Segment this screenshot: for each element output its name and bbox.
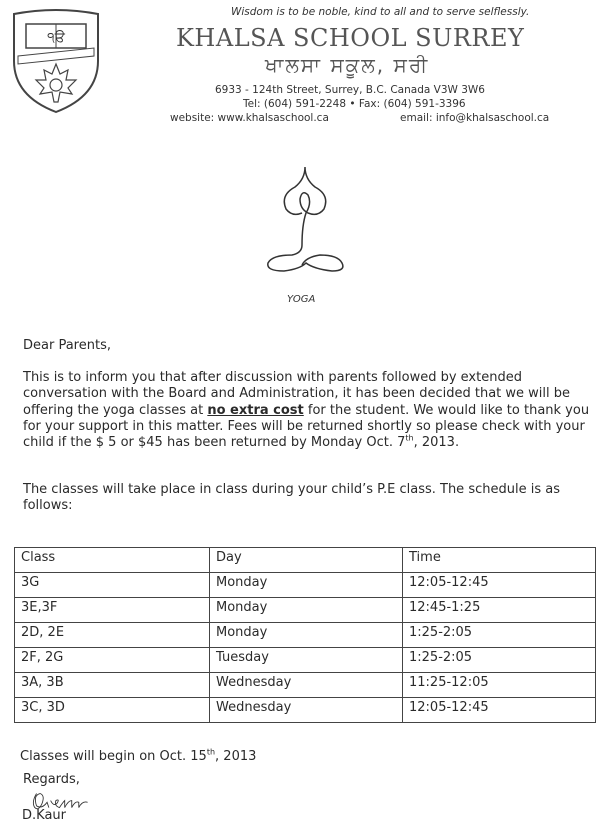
- letter-paragraph-schedule: The classes will take place in class during your child’s P.E class. The schedule is as follows:: [23, 482, 560, 514]
- time-cell: 12:05-12:45: [403, 698, 596, 723]
- time-cell: 1:25-2:05: [403, 648, 596, 673]
- day-cell: Tuesday: [210, 648, 403, 673]
- yoga-label: YOGA: [287, 294, 316, 305]
- letter-paragraph-fees: [23, 370, 593, 451]
- school-crest-logo: [6, 6, 106, 116]
- table-row: [15, 598, 596, 623]
- school-website: website: www.khalsaschool.ca: [170, 112, 329, 124]
- crest-text: ੧ੳ: [47, 30, 65, 46]
- letter-greeting: Dear Parents,: [23, 338, 111, 353]
- school-motto: Wisdom is to be noble, kind to all and to serve selflessly.: [231, 6, 530, 18]
- table-row: [15, 698, 596, 723]
- time-cell: 1:25-2:05: [403, 623, 596, 648]
- classes-begin-note: [20, 749, 256, 764]
- day-cell: Monday: [210, 623, 403, 648]
- school-name: KHALSA SCHOOL SURREY: [176, 24, 525, 52]
- school-address: 6933 - 124th Street, Surrey, B.C. Canada V3W 3W6: [215, 84, 485, 96]
- class-cell: 2D, 2E: [15, 623, 210, 648]
- school-phone-fax: Tel: (604) 591-2248 • Fax: (604) 591-3396: [243, 98, 466, 110]
- day-cell: Wednesday: [210, 698, 403, 723]
- class-cell: 2F, 2G: [15, 648, 210, 673]
- ordinal-suffix: th: [405, 433, 414, 443]
- table-row: [15, 573, 596, 598]
- class-cell: 3G: [15, 573, 210, 598]
- table-row: [15, 673, 596, 698]
- khanda-icon: [50, 79, 62, 91]
- table-header-cell: Day: [210, 548, 403, 573]
- schedule-table: [14, 547, 596, 723]
- table-header-cell: Class: [15, 548, 210, 573]
- maple-leaf-icon: [36, 64, 76, 102]
- yoga-figure-icon: [262, 165, 348, 283]
- table-row: [15, 648, 596, 673]
- letter-closing: Regards,: [23, 772, 80, 787]
- school-name-punjabi: ਖਾਲਸਾ ਸਕੂਲ, ਸਰੀ: [265, 53, 430, 77]
- para1-text: This is to inform you that after discussion with parents followed by extended conversation with the Board and Administration, it has been decided that we will be offering the yoga classes at: [23, 370, 571, 418]
- ordinal-suffix: th: [206, 747, 216, 757]
- table-header-row: [15, 548, 596, 573]
- time-cell: 12:05-12:45: [403, 573, 596, 598]
- table-header-cell: Time: [403, 548, 596, 573]
- table-row: [15, 623, 596, 648]
- para1-text-cont: for the student. We would like to thank you for your support in this matter. Fees will be returned shortly so please check with your child if the $ 5 or $45 has been returned by Monday Oct. 7: [23, 402, 590, 451]
- signer-name: D.Kaur: [22, 808, 66, 823]
- time-cell: 12:45-1:25: [403, 598, 596, 623]
- begin-text-end: , 2013: [215, 749, 257, 764]
- para1-text-end: , 2013.: [413, 435, 460, 451]
- begin-text: Classes will begin on Oct. 15: [20, 749, 207, 764]
- school-email: email: info@khalsaschool.ca: [400, 112, 550, 124]
- time-cell: 11:25-12:05: [403, 673, 596, 698]
- day-cell: Monday: [210, 573, 403, 598]
- class-cell: 3C, 3D: [15, 698, 210, 723]
- class-cell: 3E,3F: [15, 598, 210, 623]
- day-cell: Monday: [210, 598, 403, 623]
- day-cell: Wednesday: [210, 673, 403, 698]
- no-extra-cost-emphasis: no extra cost: [207, 402, 304, 418]
- class-cell: 3A, 3B: [15, 673, 210, 698]
